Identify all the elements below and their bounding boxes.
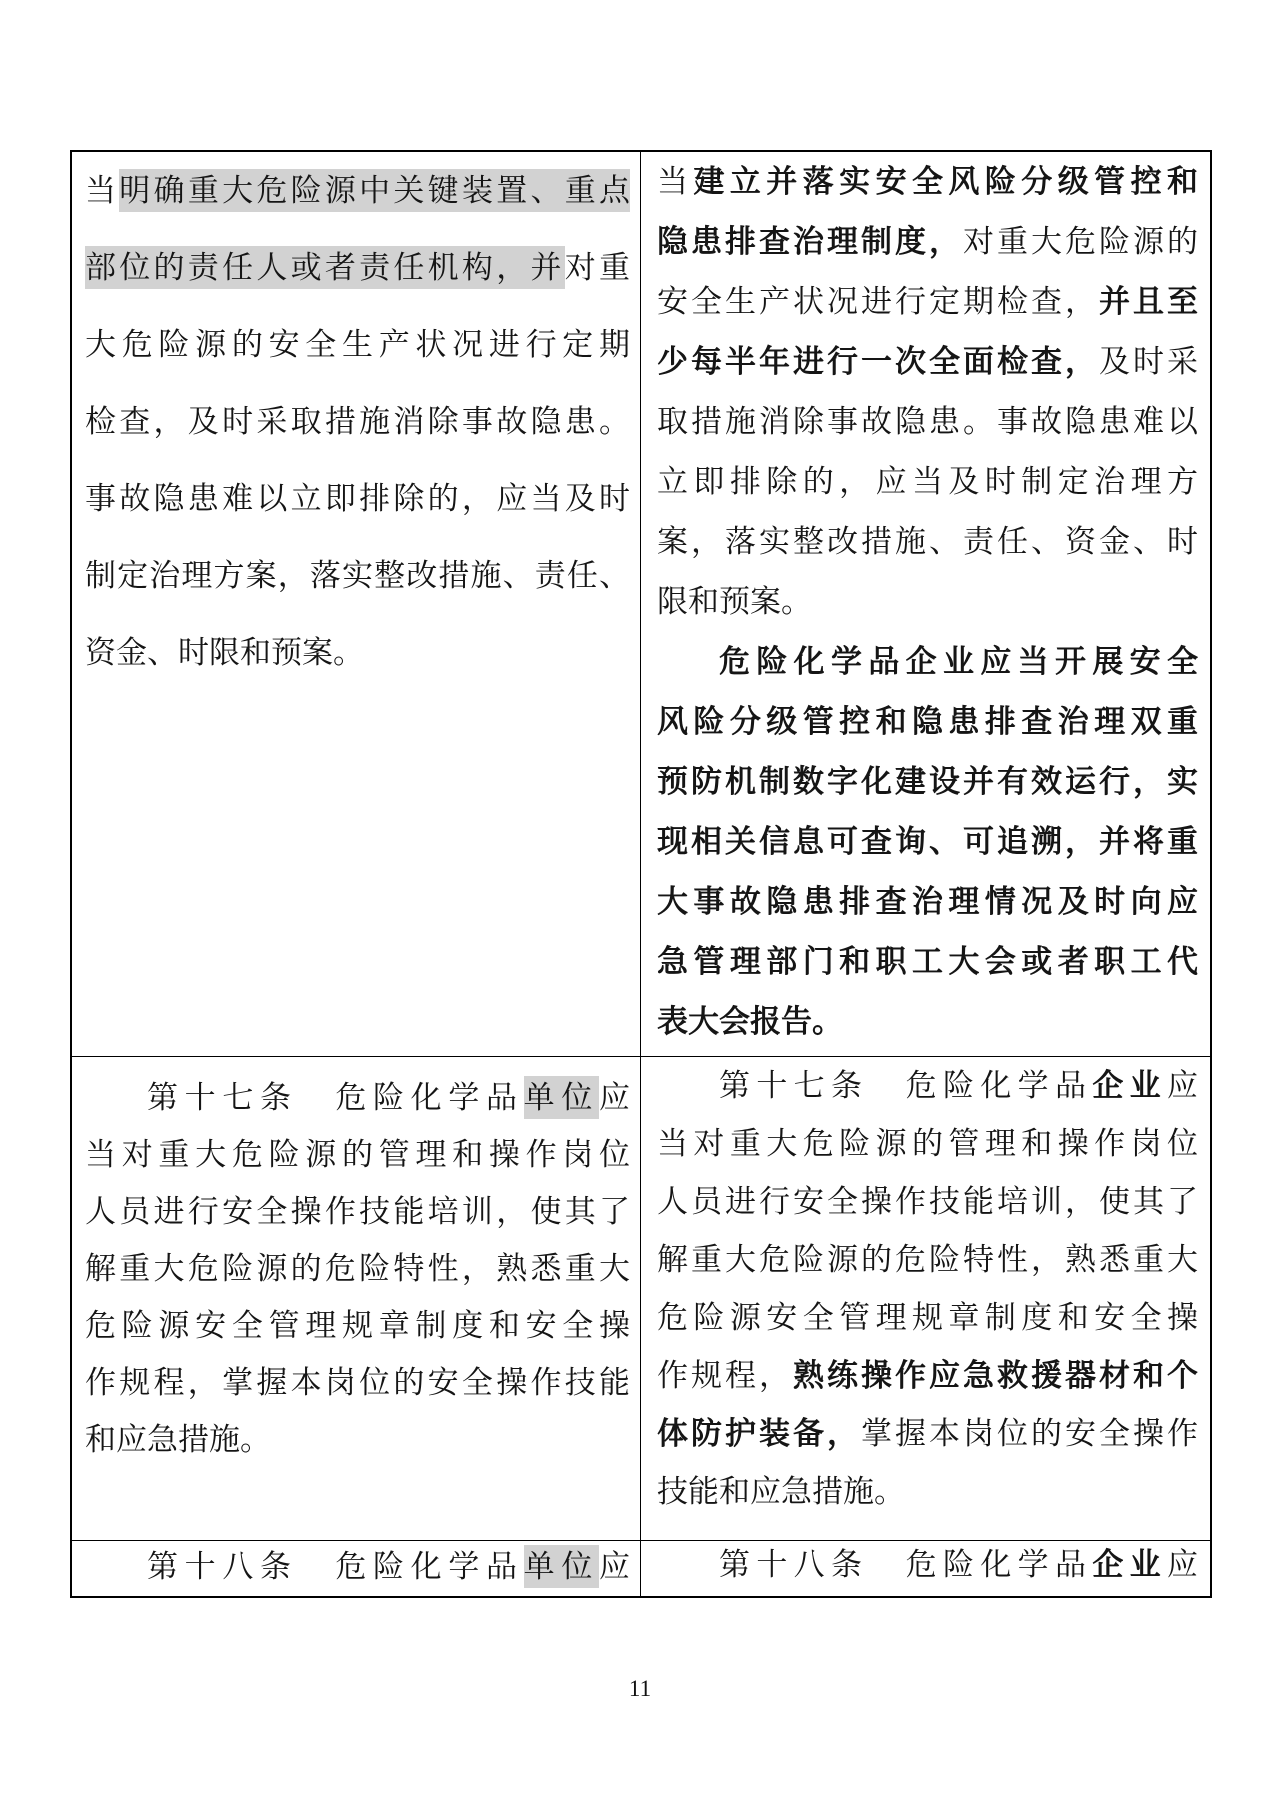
bold-text-run: 企业	[1092, 1547, 1168, 1582]
text-run: 对重	[564, 250, 631, 285]
text-line	[657, 332, 1198, 392]
text-line	[657, 692, 1198, 752]
text-run: 安全生产状况进行定期检查，	[657, 284, 1099, 319]
text-run: 取措施消除事故隐患。事故隐患难以	[657, 404, 1198, 439]
text-run: 和应急措施。	[85, 1422, 271, 1457]
text-line	[85, 1354, 630, 1411]
text-run: 技能和应急措施。	[657, 1474, 905, 1509]
text-line	[657, 1347, 1198, 1405]
text-run: 掌握本岗位的安全操作	[861, 1416, 1198, 1451]
bold-text-run: 企业	[1092, 1068, 1168, 1103]
text-run: 应	[599, 1549, 631, 1584]
text-line	[657, 272, 1198, 332]
text-run: 第十八条 危险化学品	[147, 1549, 524, 1584]
text-line	[85, 306, 630, 383]
text-run: 第十七条 危险化学品	[147, 1080, 524, 1115]
text-run: 应	[599, 1080, 631, 1115]
bold-text-run: 大事故隐患排查治理情况及时向应	[657, 884, 1198, 919]
text-line	[85, 1183, 630, 1240]
text-run: 及时采	[1099, 344, 1198, 379]
text-line	[657, 152, 1198, 212]
bold-text-run: 熟练操作应急救援器材和个	[793, 1358, 1198, 1393]
text-run: 案，落实整改措施、责任、资金、时	[657, 524, 1198, 559]
comparison-table	[70, 150, 1212, 1598]
text-line	[657, 392, 1198, 452]
bold-text-run: 并且至	[1099, 284, 1198, 319]
bold-text-run: 风险分级管控和隐患排查治理双重	[657, 704, 1198, 739]
text-line	[85, 152, 630, 229]
text-run: 事故隐患难以立即排除的，应当及时	[85, 481, 630, 516]
text-run: 解重大危险源的危险特性，熟悉重大	[85, 1251, 630, 1286]
text-run: 作规程，	[657, 1358, 793, 1393]
highlighted-text-run: 单位	[524, 1076, 599, 1119]
text-line	[85, 614, 630, 691]
text-run: 第十八条 危险化学品	[719, 1547, 1093, 1582]
text-line	[657, 452, 1198, 512]
row1-right-cell	[641, 152, 1210, 1057]
text-line	[85, 1069, 630, 1126]
text-line	[85, 229, 630, 306]
text-run: 资金、时限和预案。	[85, 635, 364, 670]
highlighted-text-run: 部位的责任人或者责任机构，并	[85, 246, 565, 289]
text-line	[657, 1231, 1198, 1289]
row3-right-cell	[641, 1541, 1210, 1596]
bold-text-run: 少每半年进行一次全面检查，	[657, 344, 1099, 379]
row2-left-cell	[72, 1057, 641, 1541]
text-line	[85, 460, 630, 537]
text-line	[85, 537, 630, 614]
text-run: 应	[1167, 1068, 1199, 1103]
text-line	[657, 632, 1198, 692]
text-line	[657, 1289, 1198, 1347]
text-run: 限和预案。	[657, 584, 812, 619]
highlighted-text-run: 明确重大危险源中关键装置、重点	[119, 169, 630, 212]
text-line	[657, 1405, 1198, 1463]
bold-text-run: 表大会报告。	[657, 1004, 843, 1039]
text-run: 第十七条 危险化学品	[719, 1068, 1093, 1103]
text-run: 作规程，掌握本岗位的安全操作技能	[85, 1365, 630, 1400]
text-run: 当对重大危险源的管理和操作岗位	[657, 1126, 1198, 1161]
text-run: 人员进行安全操作技能培训，使其了	[657, 1184, 1198, 1219]
row3-left-cell	[72, 1541, 641, 1596]
text-line	[657, 212, 1198, 272]
text-line	[657, 1173, 1198, 1231]
text-run: 解重大危险源的危险特性，熟悉重大	[657, 1242, 1198, 1277]
page-number: 11	[628, 1676, 652, 1701]
text-run: 对重大危险源的	[963, 224, 1198, 259]
row2-right-cell	[641, 1057, 1210, 1541]
text-line	[657, 1541, 1198, 1589]
text-line	[85, 1126, 630, 1183]
bold-text-run: 危险化学品企业应当开展安全	[719, 644, 1198, 679]
text-line	[657, 872, 1198, 932]
bold-text-run: 体防护装备，	[657, 1416, 861, 1451]
text-run: 当对重大危险源的管理和操作岗位	[85, 1137, 630, 1172]
text-line	[85, 1411, 630, 1468]
text-line	[657, 1057, 1198, 1115]
text-line	[657, 932, 1198, 992]
text-run: 制定治理方案，落实整改措施、责任、	[85, 558, 630, 593]
text-line	[657, 992, 1198, 1052]
text-line	[85, 1240, 630, 1297]
text-line	[657, 752, 1198, 812]
text-line	[657, 512, 1198, 572]
bold-text-run: 预防机制数字化建设并有效运行，实	[657, 764, 1198, 799]
bold-text-run: 建立并落实安全风险分级管控和	[693, 164, 1199, 199]
text-run: 当	[657, 164, 694, 199]
text-run: 危险源安全管理规章制度和安全操	[657, 1300, 1198, 1335]
text-run: 当	[85, 173, 120, 208]
text-run: 危险源安全管理规章制度和安全操	[85, 1308, 630, 1343]
text-line	[85, 1297, 630, 1354]
text-line	[657, 812, 1198, 872]
text-line	[85, 383, 630, 460]
text-line	[657, 572, 1198, 632]
bold-text-run: 隐患排查治理制度，	[657, 224, 963, 259]
text-run: 应	[1167, 1547, 1199, 1582]
text-line	[657, 1463, 1198, 1521]
text-run: 人员进行安全操作技能培训，使其了	[85, 1194, 630, 1229]
text-line	[85, 1543, 630, 1591]
bold-text-run: 急管理部门和职工大会或者职工代	[657, 944, 1198, 979]
row1-left-cell	[72, 152, 641, 1057]
bold-text-run: 现相关信息可查询、可追溯，并将重	[657, 824, 1198, 859]
text-run: 大危险源的安全生产状况进行定期	[85, 327, 630, 362]
highlighted-text-run: 单位	[524, 1545, 599, 1588]
text-run: 检查，及时采取措施消除事故隐患。	[85, 404, 630, 439]
text-run: 立即排除的，应当及时制定治理方	[657, 464, 1198, 499]
text-line	[657, 1115, 1198, 1173]
